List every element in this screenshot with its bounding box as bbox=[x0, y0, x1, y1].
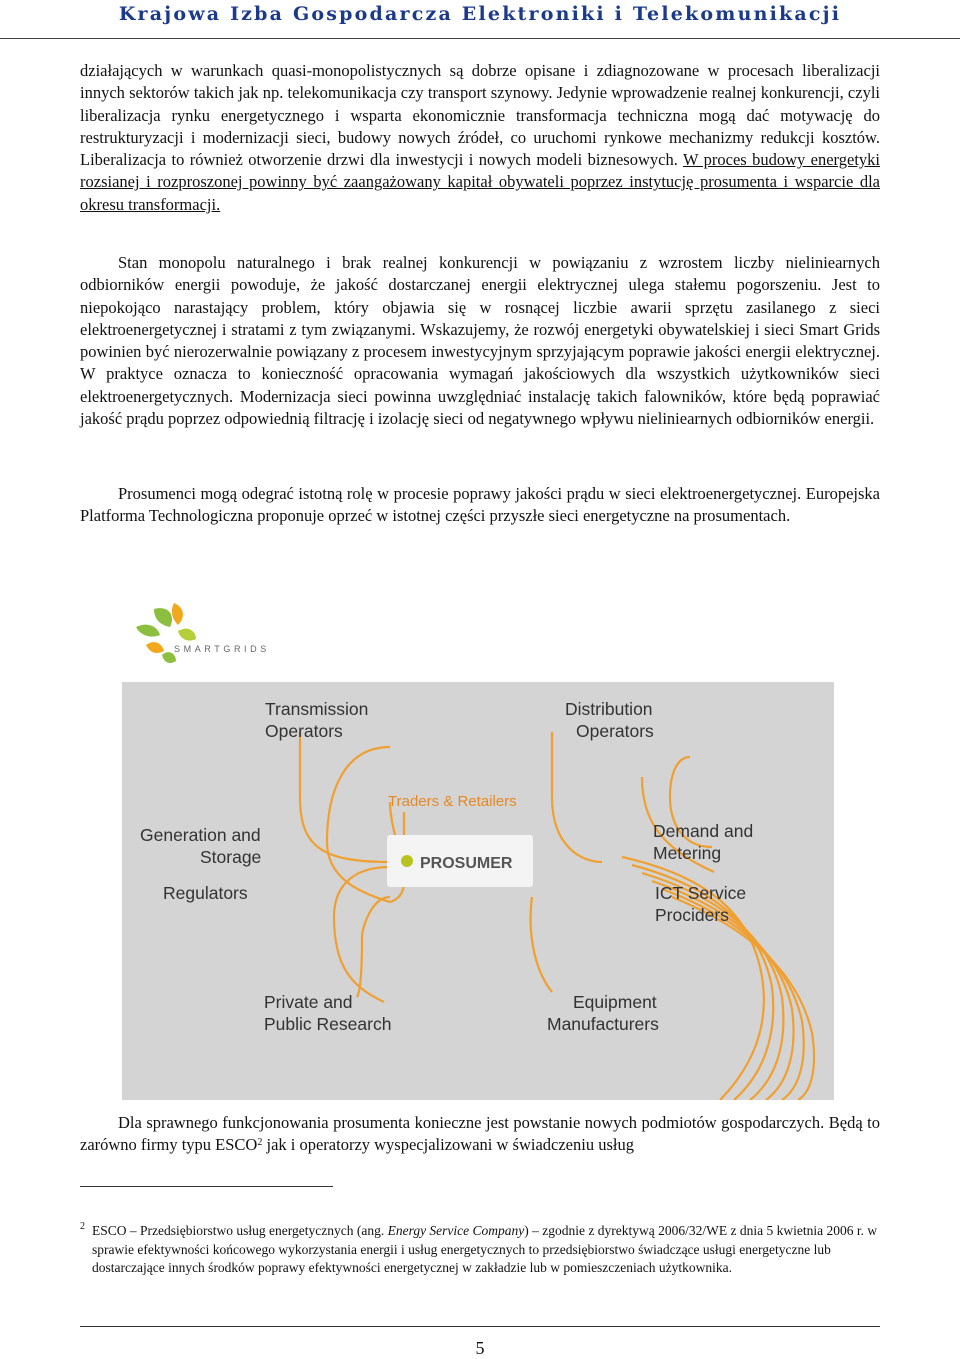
header-title: Krajowa Izba Gospodarcza Elektroniki i Telekomunikacji bbox=[118, 3, 842, 25]
research-label-1: Private and bbox=[264, 992, 353, 1012]
footnote bbox=[80, 1222, 880, 1278]
equipment-label-1: Equipment bbox=[573, 992, 657, 1012]
page-header bbox=[0, 0, 960, 38]
equipment-label-2: Manufacturers bbox=[547, 1014, 659, 1034]
prosumer-label: PROSUMER bbox=[420, 855, 513, 872]
footnote-text-before: ESCO – Przedsiębiorstwo usług energetycznych (ang. bbox=[92, 1223, 388, 1238]
footnote-text bbox=[92, 1222, 880, 1278]
transmission-label-1: Transmission bbox=[265, 699, 369, 719]
prosumer-dot-icon bbox=[401, 855, 413, 867]
generation-label-1: Generation and bbox=[140, 825, 261, 845]
footnote-ref[interactable]: 2 bbox=[257, 1137, 263, 1149]
footnote-separator bbox=[80, 1186, 333, 1187]
prosumer-diagram bbox=[122, 597, 834, 1100]
paragraph-2: Stan monopolu naturalnego i brak realnej konkurencji w powiązaniu z wzrostem liczby nieliniearnych odbiorników energii powoduje, że jakość dostarczanej energii elektrycznej ulega stałemu pogorszeniu. Jest to niepokojąco narastający problem, który objawia się w rosnącej liczbie awarii sprzętu zasilanego z sieci elektroenergetycznej i stratami z tym związanymi. Wskazujemy, że rozwój energetyki obywatelskiej i sieci Smart Grids powinien być nierozerwalnie powiązany z procesem inwestycyjnym sprzyjającym poprawie jakości energii elektrycznej. W praktyce oznacza to konieczność opracowania wymagań jakościowych dla wszystkich użytkowników sieci elektroenergetycznych. Modernizacja sieci powinna uwzględniać instalację takich falowników, które będą poprawiać jakość prądu poprzez odpowiednią filtrację i izolację sieci od negatywnego wpływu nieliniearnych odbiorników energii. bbox=[80, 253, 880, 429]
logo-text: SMARTGRIDS bbox=[174, 644, 270, 654]
paragraph-1-underlined: W proces budowy energetyki rozsianej i rozproszonej powinny być zaangażowany kapitał obywateli poprzez instytucję prosumenta i wsparcie dla okresu transformacji. bbox=[80, 150, 880, 214]
demand-label-1: Demand and bbox=[653, 821, 754, 841]
ict-label-1: ICT Service bbox=[655, 883, 747, 903]
prosumer-node bbox=[387, 835, 533, 887]
footnote-text-after: ) – zgodnie z dyrektywą 2006/32/WE z dnia 5 kwietnia 2006 r. w sprawie efektywności końcowego wykorzystania energii i usług energetycznych to przedsiębiorstwo świadczące usługi energetyczne lub dostarczające innych środków poprawy efektywności energetycznej w zakładzie lub w pomieszczeniach użytkownika. bbox=[92, 1223, 878, 1275]
transmission-label-2: Operators bbox=[265, 721, 343, 741]
regulators-label: Regulators bbox=[163, 883, 248, 903]
page-number: 5 bbox=[475, 1338, 485, 1358]
demand-label-2: Metering bbox=[653, 843, 722, 863]
smartgrids-prosumer-figure bbox=[122, 597, 834, 1100]
paragraph-4 bbox=[80, 1112, 880, 1157]
paragraph-1 bbox=[80, 60, 880, 216]
footnote-text-italic: Energy Service Company bbox=[387, 1223, 525, 1238]
ict-label-2: Prociders bbox=[655, 905, 729, 925]
distribution-label-1: Distribution bbox=[565, 699, 653, 719]
paragraph-4-after: jak i operatorzy wyspecjalizowani w świadczeniu usług bbox=[262, 1135, 634, 1155]
paragraph-1-text: działających w warunkach quasi-monopolistycznych są dobrze opisane i zdiagnozowane w procesach liberalizacji innych sektorów takich jak np. telekomunikacja czy transport szynowy. Jedynie wprowadzenie realnej konkurencji, czyli liberalizacja rynku energetycznego i wsparta ekonomicznie transformacja techniczna mogą dać motywację do restrukturyzacji i modernizacji sieci, budowy nowych źródeł, co uruchomi rynkowe mechanizmy redukcji kosztów. Liberalizacja to również otworzenie drzwi dla inwestycji i nowych modeli biznesowych. bbox=[80, 61, 880, 170]
traders-label: Traders & Retailers bbox=[388, 793, 517, 810]
research-label-2: Public Research bbox=[264, 1014, 392, 1034]
footnote-number: 2 bbox=[80, 1221, 85, 1232]
header-rule bbox=[0, 38, 960, 39]
generation-label-2: Storage bbox=[200, 847, 262, 867]
paragraph-4-before: Dla sprawnego funkcjonowania prosumenta konieczne jest powstanie nowych podmiotów gospodarczych. Będą to zarówno firmy typu ESCO bbox=[80, 1113, 880, 1155]
footer-rule bbox=[80, 1326, 880, 1327]
distribution-label-2: Operators bbox=[576, 721, 654, 741]
paragraph-3: Prosumenci mogą odegrać istotną rolę w procesie poprawy jakości prądu w sieci elektroenergetycznej. Europejska Platforma Technologiczna proponuje oprzeć w istotnej części przyszłe sieci energetyczne na prosumentach. bbox=[80, 484, 880, 526]
